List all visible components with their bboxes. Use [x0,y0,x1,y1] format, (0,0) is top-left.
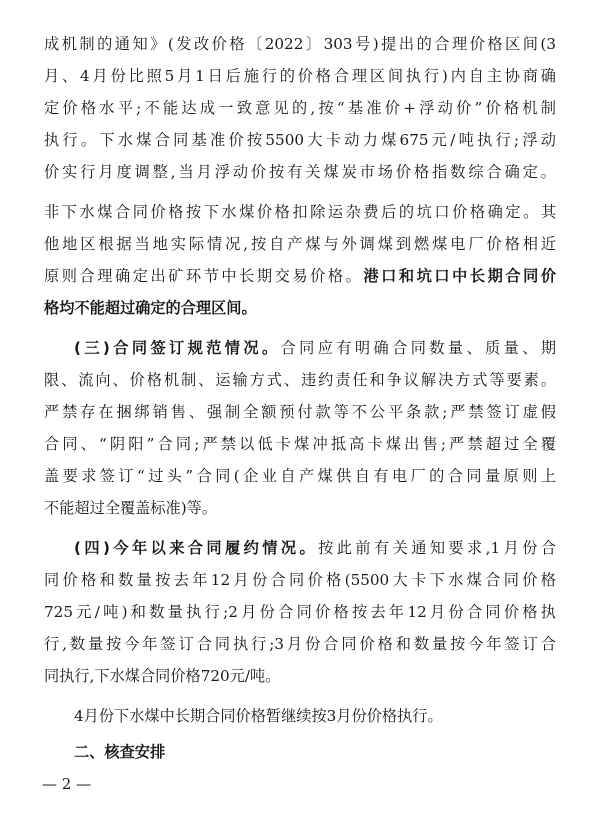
paragraph-line: 盖要求签订“过头”合同(企业自产煤供自有电厂的合同量原则上 [44,467,556,485]
paragraph-line: 非下水煤合同价格按下水煤价格扣除运杂费后的坑口价格确定。其 [44,203,556,221]
paragraph-line: 严禁存在捆绑销售、强制全额预付款等不公平条款;严禁签订虚假 [44,403,556,421]
paragraph-line: 不能超过全覆盖标准)等。 [44,499,217,517]
section-heading-two: 二、核查安排 [74,743,166,761]
section-heading-three: (三)合同签订规范情况。 [74,339,281,357]
paragraph-line: 成机制的通知》(发改价格〔2022〕303号)提出的合理价格区间(3 [44,35,556,53]
paragraph-line: 限、流向、价格机制、运输方式、违约责任和争议解决方式等要素。 [44,371,556,389]
paragraph-line: 月、4月份比照5月1日后施行的价格合理区间执行)内自主协商确 [44,67,556,85]
paragraph-line: 725元/吨)和数量执行;2月份合同价格按去年12月份合同价格执 [44,603,556,621]
paragraph-line: 同执行,下水煤合同价格720元/吨。 [44,667,281,685]
paragraph-line: 格均不能超过确定的合理区间。 [44,299,257,317]
paragraph-line: 执行。下水煤合同基准价按5500大卡动力煤675元/吨执行;浮动 [44,131,556,149]
page-number: — 2 — [42,775,92,793]
paragraph-text: 原则合理确定出矿环节中长期交易价格。 [44,267,364,285]
paragraph-text: 按此前有关通知要求,1月份合 [318,539,556,557]
paragraph-text: 合同应有明确合同数量、质量、期 [280,339,557,357]
paragraph-line: 合同、“阴阳”合同;严禁以低卡煤冲抵高卡煤出售;严禁超过全覆 [44,435,556,453]
paragraph-line: 他地区根据当地实际情况,按自产煤与外调煤到燃煤电厂价格相近 [44,235,556,253]
emphasized-text: 港口和坑口中长期合同价 [363,267,557,285]
paragraph-line: 价实行月度调整,当月浮动价按有关煤炭市场价格指数综合确定。 [44,163,556,181]
paragraph-line [44,266,556,286]
paragraph-line: 定价格水平;不能达成一致意见的,按“基准价+浮动价”价格机制 [44,99,556,117]
paragraph-line: 行,数量按今年签订合同执行;3月份合同价格和数量按今年签订合 [44,635,556,653]
section-three-line [74,338,556,358]
paragraph-line: 4月份下水煤中长期合同价格暂继续按3月份价格执行。 [74,707,443,725]
paragraph-line: 同价格和数量按去年12月份合同价格(5500大卡下水煤合同价格 [44,571,556,589]
section-heading-four: (四)今年以来合同履约情况。 [74,539,319,557]
section-four-line [74,538,556,558]
